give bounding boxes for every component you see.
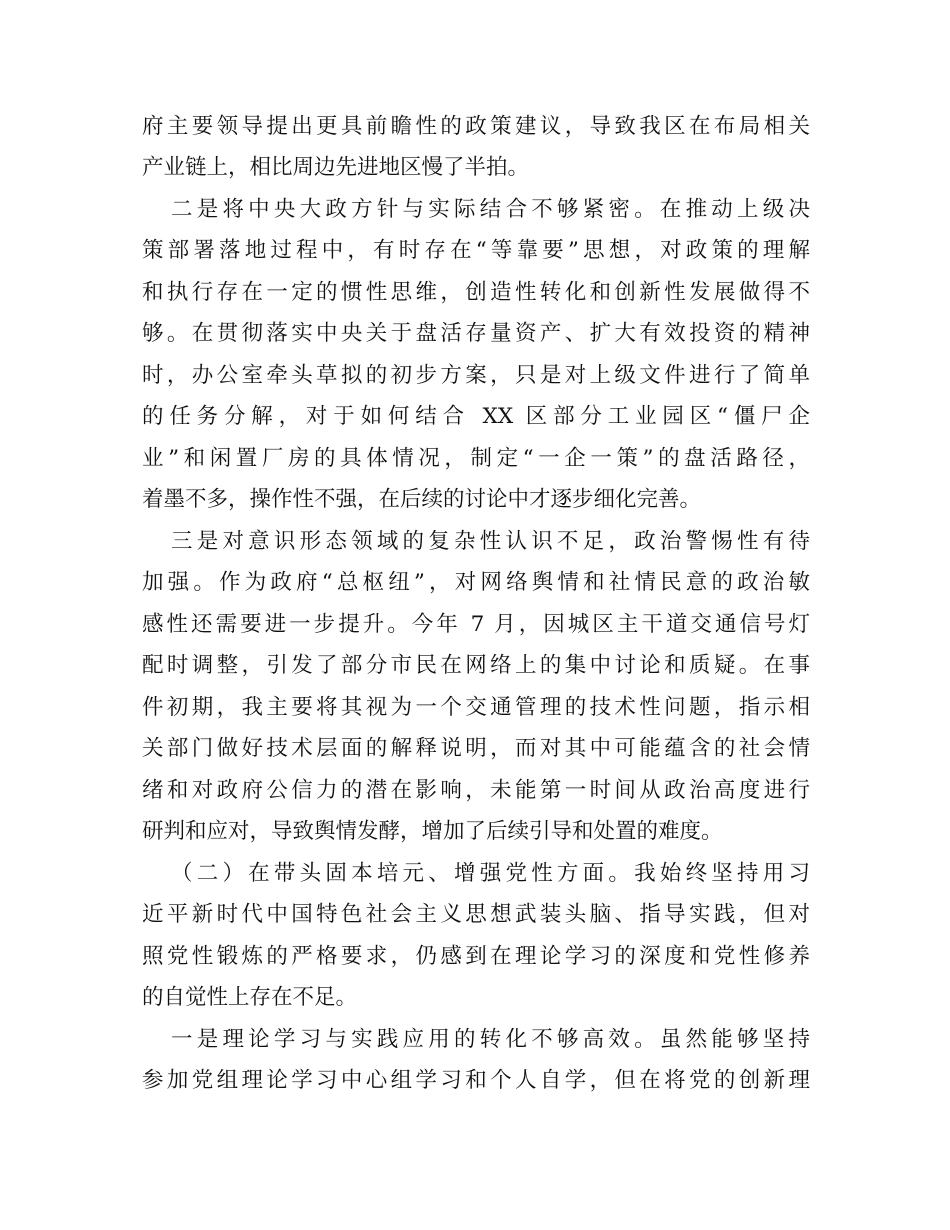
text-line: 近平新时代中国特色社会主义思想武装头脑、指导实践，但对 <box>142 902 810 927</box>
text-line: 加强。作为政府“总枢纽”，对网络舆情和社情民意的政治敏 <box>142 570 810 595</box>
text-line: 的自觉性上存在不足。 <box>142 985 358 1010</box>
text-line: 配时调整，引发了部分市民在网络上的集中讨论和质疑。在事 <box>142 653 810 678</box>
text-line: 绪和对政府公信力的潜在影响，未能第一时间从政治高度进行 <box>142 778 810 803</box>
text-line: 参加党组理论学习中心组学习和个人自学，但在将党的创新理 <box>142 1068 810 1093</box>
text-line: 时，办公室牵头草拟的初步方案，只是对上级文件进行了简单 <box>142 363 810 388</box>
text-line: 的任务分解，对于如何结合 XX 区部分工业园区“僵尸企 <box>142 404 810 429</box>
paragraph-heading-line: 三是对意识形态领域的复杂性认识不足，政治警惕性有待 <box>171 529 810 554</box>
text-line: 府主要领导提出更具前瞻性的政策建议，导致我区在布局相关 <box>142 114 810 139</box>
text-line: 够。在贯彻落实中央关于盘活存量资产、扩大有效投资的精神 <box>142 321 810 346</box>
text-line: 业”和闲置厂房的具体情况，制定“一企一策”的盘活路径， <box>142 446 810 471</box>
text-line: 和执行存在一定的惯性思维，创造性转化和创新性发展做得不 <box>142 280 810 305</box>
text-line: 产业链上，相比周边先进地区慢了半拍。 <box>142 155 530 180</box>
text-line: 照党性锻炼的严格要求，仍感到在理论学习的深度和党性修养 <box>142 944 810 969</box>
text-line: 着墨不多，操作性不强，在后续的讨论中才逐步细化完善。 <box>142 487 702 512</box>
text-line: 感性还需要进一步提升。今年 7 月，因城区主干道交通信号灯 <box>142 612 810 637</box>
section-heading-line: （二）在带头固本培元、增强党性方面。我始终坚持用习 <box>171 861 810 886</box>
text-line: 关部门做好技术层面的解释说明，而对其中可能蕴含的社会情 <box>142 736 810 761</box>
text-line: 研判和应对，导致舆情发酵，增加了后续引导和处置的难度。 <box>142 819 723 844</box>
text-line: 策部署落地过程中，有时存在“等靠要”思想，对政策的理解 <box>142 238 810 263</box>
paragraph-heading-line: 一是理论学习与实践应用的转化不够高效。虽然能够坚持 <box>171 1027 810 1052</box>
text-line: 件初期，我主要将其视为一个交通管理的技术性问题，指示相 <box>142 695 810 720</box>
paragraph-heading-line: 二是将中央大政方针与实际结合不够紧密。在推动上级决 <box>171 197 810 222</box>
